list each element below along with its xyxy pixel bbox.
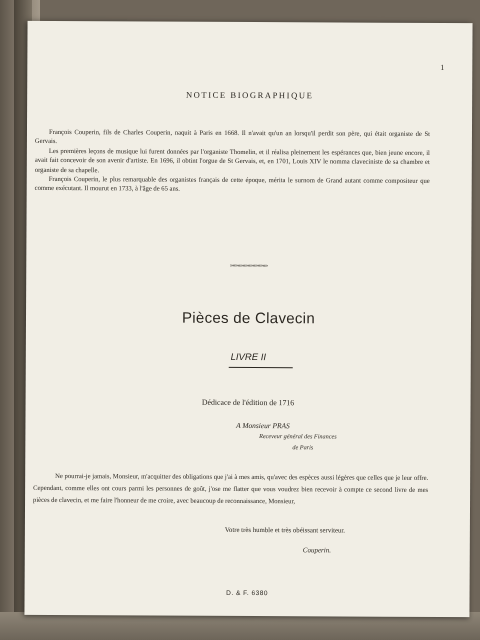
dedication-letter [33,471,428,509]
dedication-heading: Dédicace de l'édition de 1716 [201,397,295,408]
plate-number: D. & F. 6380 [226,589,268,598]
notice-title: NOTICE BIOGRAPHIQUE [185,89,314,101]
book-page [24,21,472,617]
main-title: Pièces de Clavecin [181,309,316,328]
bio-paragraph-1: François Couperin, fils de Charles Couperin, naquit à Paris en 1668. Il n'avait qu'un an lorsqu'il perdit son père, qui était organiste de St Gervais. [34,128,430,146]
signature: Couperin. [302,546,332,555]
bio-paragraph-3: François Couperin, le plus remarquable des organistes français de cette époque, mérita le surnom de Grand autant comme compositeur que comme exécutant. Il mourut en 1733, à l'âge de 65 ans. [34,175,430,194]
biography [35,128,430,196]
bio-paragraph-2: Les premières leçons de musique lui furent données par l'organiste Thomelin, et il réalisa pleinement les espérances que, bien jeune encore, il avait fait concevoir de son avenir d'artiste. En 1696, il obtint l'orgue de St Gervais, et, en 1701, Louis XIV le nomma claveciniste de sa chambre et organiste de sa chapelle. [34,147,430,174]
recipient-title: Receveur général des Finances [259,433,337,441]
page-number: 1 [440,63,445,73]
volume-underline [229,367,293,368]
ornament-divider: »»»»»»»»»»»»»»» [230,262,268,270]
letter-closing: Votre très humble et très obéissant serviteur. [224,526,346,535]
recipient-city: de Paris [292,444,314,452]
book-volume: LIVRE II [230,351,267,364]
recipient-name: A Monsieur PRAS [236,420,290,431]
letter-text: Ne pourrai-je jamais, Monsieur, m'acquitter des obligations que j'ai à mes amis, qu'avec des espèces aussi légères que celles que je leur offre. Cependant, comme elles ont cours parmi les personnes de goût, j'ose me flatter que vous voudrez bien recevoir à compte ce second livre de mes pièces de clavecin, et me faire l'honneur de me croire, avec beaucoup de reconnaissance, Monsieur, [33,472,429,506]
dedication-recipient [25,419,470,455]
